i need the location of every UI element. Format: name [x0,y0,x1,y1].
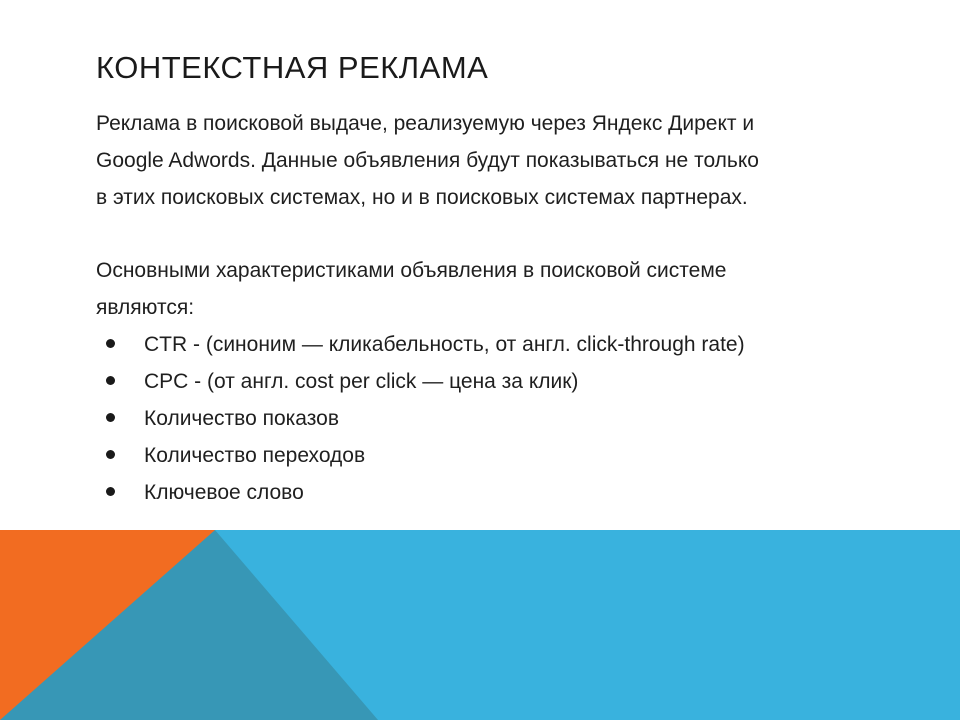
decorative-footer-shapes [0,530,960,720]
bullet-icon [106,413,115,422]
list-item-text: CPC - (от англ. cost per click — цена за клик) [144,370,579,393]
list-item [96,326,876,363]
bullet-icon [106,450,115,459]
intro-line: в этих поисковых системах, но и в поисковых системах партнерах. [96,186,748,209]
list-item-text: CTR - (синоним — кликабельность, от англ. click-through rate) [144,333,745,356]
list-item-text: Количество переходов [144,444,366,467]
intro-paragraph [96,105,876,216]
bullet-icon [106,376,115,385]
intro-line: Реклама в поисковой выдаче, реализуемую через Яндекс Директ и [96,112,755,135]
characteristics-line: Основными характеристиками объявления в поисковой системе [96,259,727,282]
list-item [96,363,876,400]
characteristics-list [96,326,876,511]
list-item-text: Ключевое слово [144,481,304,504]
list-item [96,437,876,474]
slide-body [96,105,876,511]
bullet-icon [106,339,115,348]
intro-line: Google Adwords. Данные объявления будут показываться не только [96,149,759,172]
bullet-icon [106,487,115,496]
characteristics-paragraph [96,252,876,326]
list-item [96,474,876,511]
list-item [96,400,876,437]
slide-title: КОНТЕКСТНАЯ РЕКЛАМА [96,50,489,85]
characteristics-line: являются: [96,296,195,319]
list-item-text: Количество показов [144,407,339,430]
